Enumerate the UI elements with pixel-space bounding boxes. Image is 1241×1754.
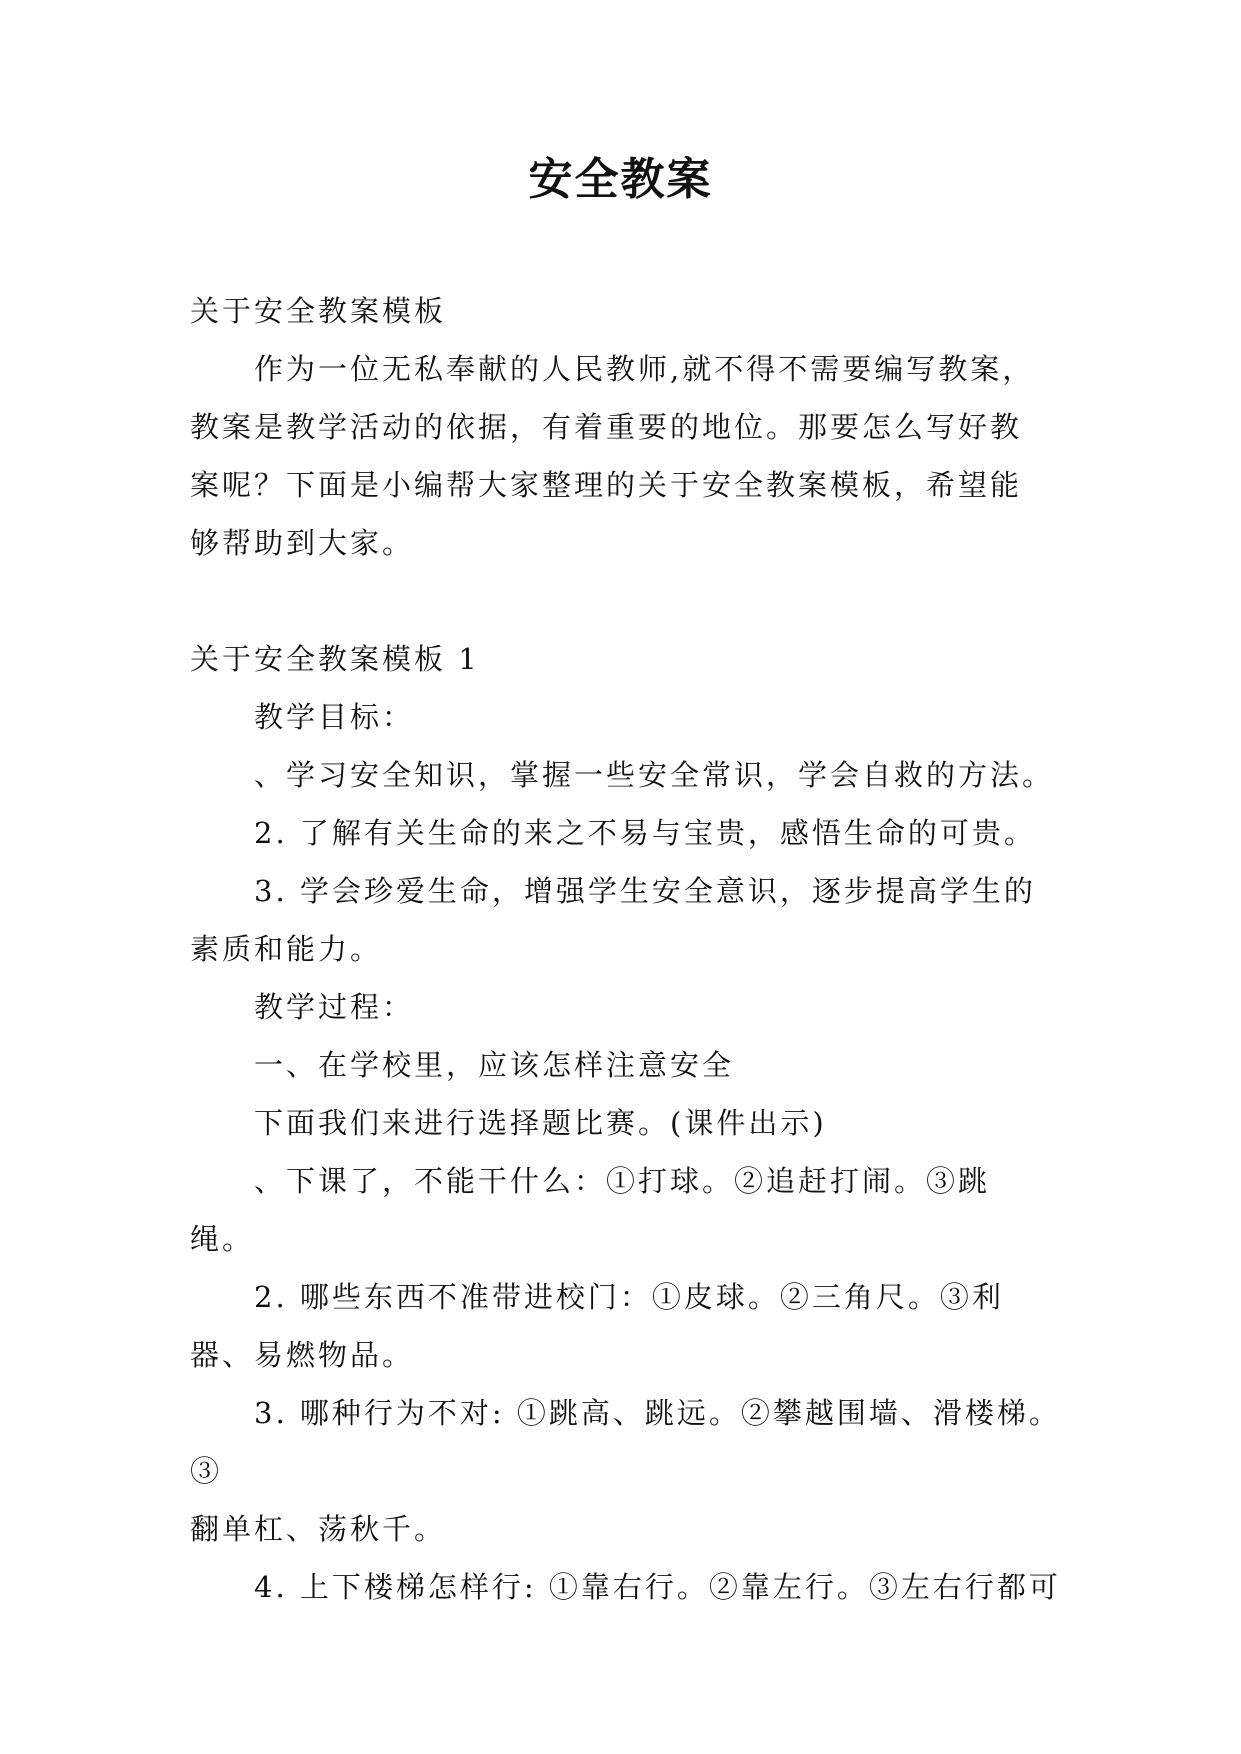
- goals-label: 教学目标：: [254, 700, 415, 734]
- text-line: 绳。: [190, 1222, 255, 1256]
- text-line: 3. 学会珍爱生命，增强学生安全意识，逐步提高学生的: [254, 874, 1036, 908]
- text-line: 翻单杠、荡秋千。: [190, 1512, 447, 1546]
- quiz-question: [190, 1152, 1070, 1268]
- intro-paragraph: [190, 340, 1070, 572]
- subsection-heading: 一、在学校里，应该怎样注意安全: [254, 1048, 735, 1082]
- text-line: 、下课了，不能干什么：①打球。②追赶打闹。③跳: [254, 1164, 991, 1198]
- goal-item: 、学习安全知识，掌握一些安全常识，学会自救的方法。: [254, 758, 1055, 792]
- quiz-question: 4. 上下楼梯怎样行: ①靠右行。②靠左行。③左右行都可: [254, 1570, 1061, 1604]
- spacer: [190, 572, 1070, 630]
- goal-item: 2. 了解有关生命的来之不易与宝贵，感悟生命的可贵。: [254, 816, 1036, 850]
- process-label: 教学过程：: [254, 990, 415, 1024]
- quiz-intro: 下面我们来进行选择题比赛。(课件出示): [254, 1106, 827, 1140]
- text-line: 素质和能力。: [190, 932, 383, 966]
- section-heading: 关于安全教案模板 1: [190, 642, 480, 676]
- text-line: 器、易燃物品。: [190, 1338, 415, 1372]
- text-line: 案呢？下面是小编帮大家整理的关于安全教案模板，希望能: [190, 468, 1023, 502]
- text-line: 够帮助到大家。: [190, 526, 415, 560]
- section-heading: 关于安全教案模板: [190, 294, 447, 328]
- quiz-question: [190, 1384, 1070, 1558]
- goal-item: [190, 862, 1070, 978]
- text-line: 3. 哪种行为不对: ①跳高、跳远。②攀越围墙、滑楼梯。③: [190, 1396, 1061, 1488]
- quiz-question: [190, 1268, 1070, 1384]
- document-body: [190, 282, 1070, 1616]
- text-line: 作为一位无私奉献的人民教师,就不得不需要编写教案，: [254, 352, 1035, 386]
- document-title: 安全教案: [528, 154, 713, 205]
- text-line: 教案是教学活动的依据，有着重要的地位。那要怎么写好教: [190, 410, 1023, 444]
- text-line: 2. 哪些东西不准带进校门：①皮球。②三角尺。③利: [254, 1280, 1004, 1314]
